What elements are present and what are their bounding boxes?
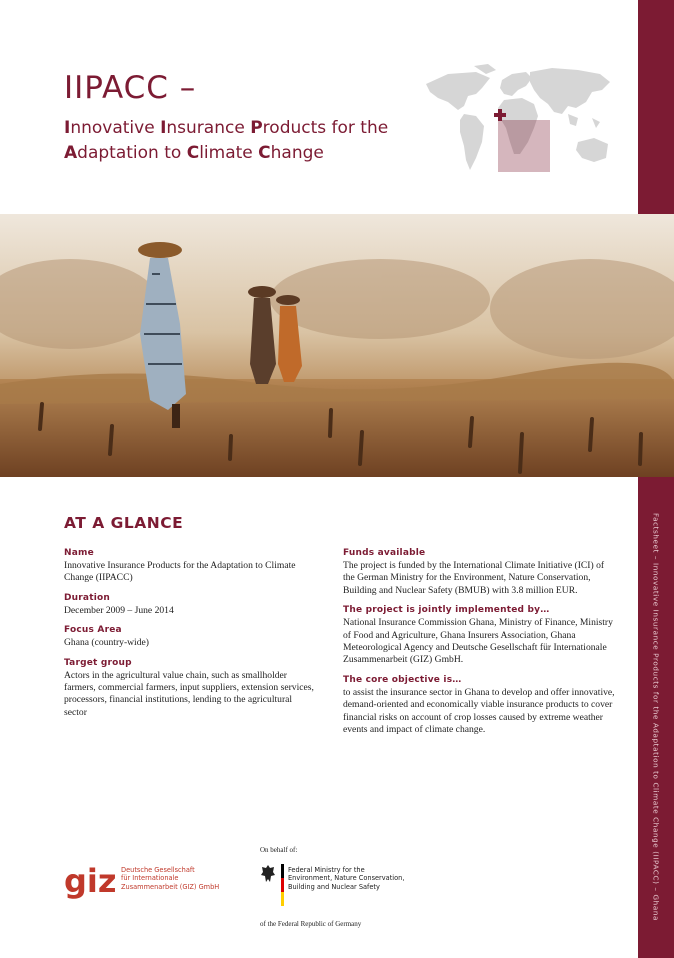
section-body: National Insurance Commission Ghana, Ministry of Finance, Ministry of Food and Agriculture, Ghana Insurers Association, Ghana Meteorological Agency and Deutsche Gesellschaft für Internationale Zusammenarbeit (GIZ) GmbH.: [343, 617, 613, 666]
section-body: Actors in the agricultural value chain, such as smallholder farmers, commercial farmers, input suppliers, extension services, processors, financial institutions, lending to the agricultural sector: [64, 669, 314, 718]
section-focus-area: [64, 625, 314, 649]
subtitle-initial: A: [64, 143, 78, 163]
german-flag-bar: [281, 864, 284, 906]
world-map-illustration: [418, 62, 618, 190]
section-duration: [64, 593, 314, 617]
subtitle-word: daptation to: [77, 143, 187, 163]
section-funds: [343, 548, 618, 597]
side-label: Factsheet – Innovative Insurance Products for the Adaptation to Climate Change (IIPACC) – Ghana: [651, 513, 661, 921]
ministry-line: Federal Ministry for the: [288, 866, 365, 874]
on-behalf-label: On behalf of:: [260, 846, 298, 854]
giz-line: Zusammenarbeit (GIZ) GmbH: [121, 882, 220, 891]
section-implemented-by: [343, 605, 618, 667]
federal-eagle-icon: [260, 864, 276, 884]
subtitle-initial: P: [250, 118, 263, 138]
section-heading: Focus Area: [64, 625, 122, 636]
section-body: December 2009 – June 2014: [64, 604, 174, 616]
subtitle-word: nnovative: [70, 118, 161, 138]
ministry-line: Building and Nuclear Safety: [288, 882, 380, 891]
giz-line: für Internationale: [121, 874, 179, 883]
section-core-objective: [343, 675, 618, 737]
subtitle-initial: C: [258, 143, 271, 163]
section-body: Innovative Insurance Products for the Adaptation to Climate Change (IIPACC): [64, 560, 296, 584]
side-bar-top: [638, 0, 674, 214]
giz-logo: [64, 858, 116, 902]
subtitle-initial: I: [160, 118, 167, 138]
section-heading: Funds available: [343, 548, 426, 558]
section-target-group: [64, 658, 314, 720]
section-body: The project is funded by the International Climate Initiative (ICI) of the German Ministry for the Environment, Nature Conservation, Building and Nuclear Safety (BMUB) with 3.8 million EUR.: [343, 560, 605, 596]
giz-logo-text: giz: [64, 862, 116, 900]
section-body: Ghana (country-wide): [64, 637, 149, 649]
section-name: [64, 548, 314, 585]
federal-republic-label: of the Federal Republic of Germany: [260, 920, 362, 928]
subtitle-initial: C: [186, 143, 200, 163]
right-column: [343, 548, 618, 744]
page-title: IIPACC –: [64, 70, 197, 106]
left-column: [64, 548, 314, 727]
subtitle-word: roducts for the: [262, 118, 389, 138]
subtitle-word: limate: [199, 143, 259, 163]
giz-name: [121, 866, 219, 891]
side-label-container: [638, 477, 674, 958]
at-a-glance-heading: AT A GLANCE: [64, 514, 184, 532]
section-heading: The core objective is…: [343, 674, 462, 685]
section-body: to assist the insurance sector in Ghana to develop and offer innovative, demand-oriented and economically viable insurance products to cover financial risks on account of crop losses caused by extreme weather events and impact of climate change.: [343, 686, 615, 736]
subtitle-word: nsurance: [166, 118, 251, 138]
section-heading: Duration: [64, 592, 110, 603]
subtitle-word: hange: [270, 143, 324, 163]
section-heading: Target group: [64, 657, 132, 668]
subtitle-initial: I: [64, 118, 71, 138]
section-heading: Name: [64, 548, 94, 558]
ministry-name: [288, 866, 404, 891]
giz-line: Deutsche Gesellschaft: [121, 866, 195, 874]
section-heading: The project is jointly implemented by…: [343, 605, 550, 616]
ministry-line: Environment, Nature Conservation,: [288, 874, 405, 883]
page-subtitle: [64, 116, 434, 166]
hero-photo: [0, 214, 674, 477]
